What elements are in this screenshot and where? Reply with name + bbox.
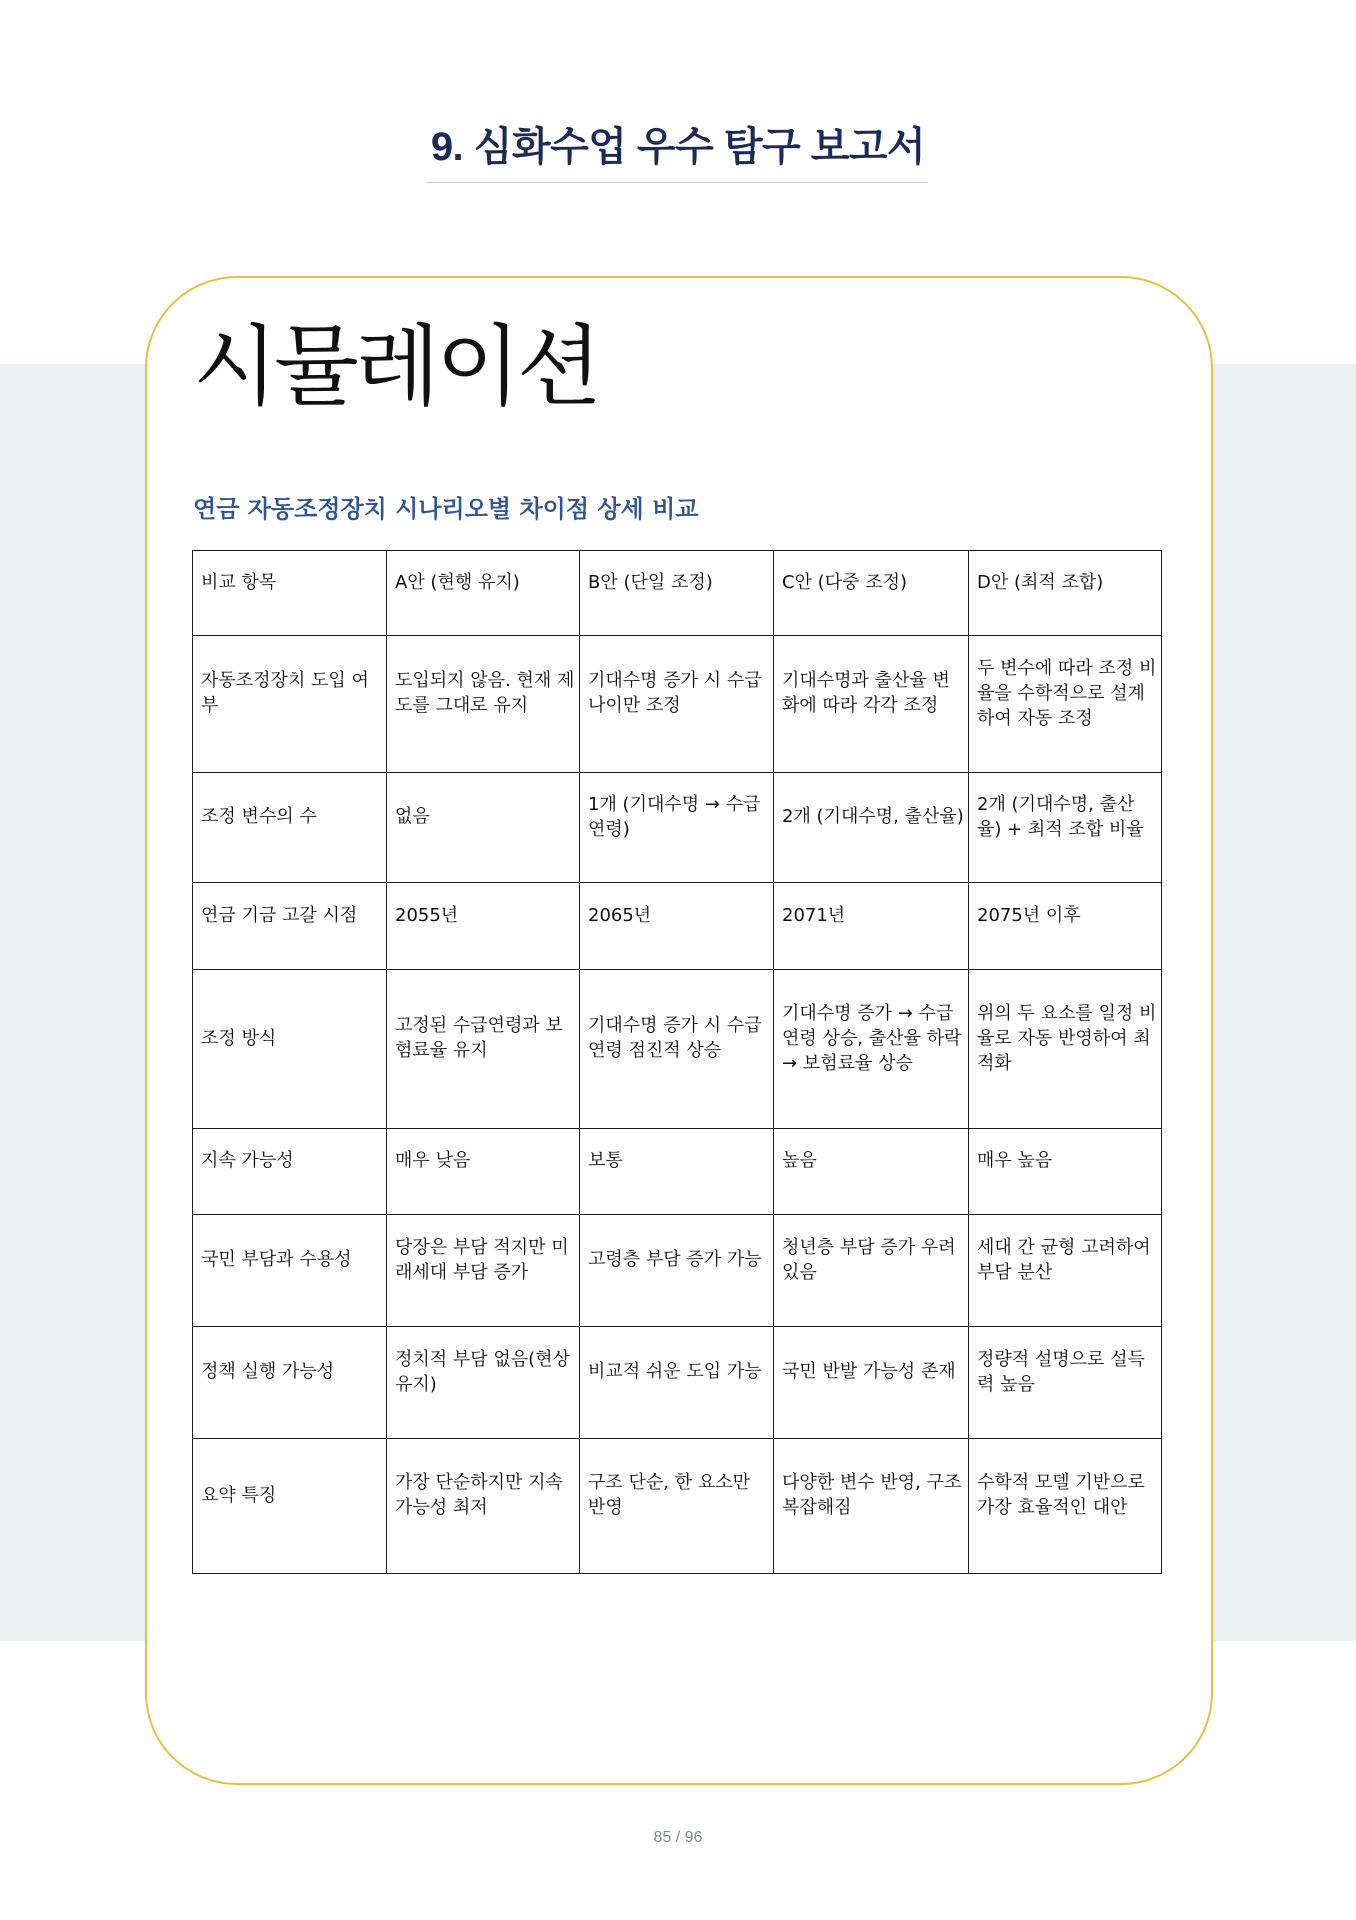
criteria-cell: 조정 방식 [193,970,387,1129]
slide-heading: 시뮬레이션 [193,315,599,418]
plan-b-cell: 기대수명 증가 시 수급연령 점진적 상승 [580,970,774,1129]
plan-d-cell: 2075년 이후 [969,883,1162,970]
header-criteria: 비교 항목 [193,551,387,636]
plan-c-cell: 국민 반발 가능성 존재 [774,1327,969,1439]
plan-b-cell: 기대수명 증가 시 수급 나이만 조정 [580,636,774,773]
plan-b-cell: 보통 [580,1129,774,1215]
plan-c-cell: 청년층 부담 증가 우려 있음 [774,1215,969,1327]
table-row [193,636,1162,773]
plan-a-cell: 고정된 수급연령과 보험료율 유지 [387,970,580,1129]
table-body [193,636,1162,1574]
header-plan-c: C안 (다중 조정) [774,551,969,636]
plan-b-cell: 고령층 부담 증가 가능 [580,1215,774,1327]
table-row [193,883,1162,970]
header-plan-b: B안 (단일 조정) [580,551,774,636]
plan-a-cell: 도입되지 않음. 현재 제도를 그대로 유지 [387,636,580,773]
plan-d-cell: 세대 간 균형 고려하여 부담 분산 [969,1215,1162,1327]
plan-a-cell: 정치적 부담 없음(현상유지) [387,1327,580,1439]
plan-b-cell: 구조 단순, 한 요소만 반영 [580,1439,774,1574]
plan-c-cell: 2071년 [774,883,969,970]
criteria-cell: 연금 기금 고갈 시점 [193,883,387,970]
table-row [193,1327,1162,1439]
plan-c-cell: 기대수명과 출산율 변화에 따라 각각 조정 [774,636,969,773]
plan-a-cell: 가장 단순하지만 지속 가능성 최저 [387,1439,580,1574]
page-number: 85 / 96 [653,1829,703,1846]
header-plan-a: A안 (현행 유지) [387,551,580,636]
plan-b-cell: 비교적 쉬운 도입 가능 [580,1327,774,1439]
page-title: 9. 심화수업 우수 탐구 보고서 [430,125,926,169]
plan-c-cell: 높음 [774,1129,969,1215]
plan-a-cell: 없음 [387,773,580,883]
plan-c-cell: 다양한 변수 반영, 구조 복잡해짐 [774,1439,969,1574]
plan-b-cell: 1개 (기대수명 → 수급연령) [580,773,774,883]
criteria-cell: 요약 특징 [193,1439,387,1574]
plan-d-cell: 두 변수에 따라 조정 비율을 수학적으로 설계하여 자동 조정 [969,636,1162,773]
plan-a-cell: 당장은 부담 적지만 미래세대 부담 증가 [387,1215,580,1327]
plan-a-cell: 매우 낮음 [387,1129,580,1215]
content-card [145,276,1213,1785]
header-plan-d: D안 (최적 조합) [969,551,1162,636]
table-row [193,1439,1162,1574]
plan-d-cell: 2개 (기대수명, 출산율) + 최적 조합 비율 [969,773,1162,883]
title-divider [426,182,928,183]
table-row [193,970,1162,1129]
plan-b-cell: 2065년 [580,883,774,970]
plan-d-cell: 정량적 설명으로 설득력 높음 [969,1327,1162,1439]
table-row [193,1129,1162,1215]
comparison-table [192,550,1162,1574]
plan-d-cell: 위의 두 요소를 일정 비율로 자동 반영하여 최적화 [969,970,1162,1129]
table-caption: 연금 자동조정장치 시나리오별 차이점 상세 비교 [193,495,699,523]
criteria-cell: 조정 변수의 수 [193,773,387,883]
table-row [193,773,1162,883]
criteria-cell: 지속 가능성 [193,1129,387,1215]
criteria-cell: 정책 실행 가능성 [193,1327,387,1439]
plan-c-cell: 2개 (기대수명, 출산율) [774,773,969,883]
plan-d-cell: 매우 높음 [969,1129,1162,1215]
plan-d-cell: 수학적 모델 기반으로 가장 효율적인 대안 [969,1439,1162,1574]
table-row [193,1215,1162,1327]
table-header-row [193,551,1162,636]
criteria-cell: 국민 부담과 수용성 [193,1215,387,1327]
criteria-cell: 자동조정장치 도입 여부 [193,636,387,773]
plan-a-cell: 2055년 [387,883,580,970]
plan-c-cell: 기대수명 증가 → 수급연령 상승, 출산율 하락 → 보험료율 상승 [774,970,969,1129]
